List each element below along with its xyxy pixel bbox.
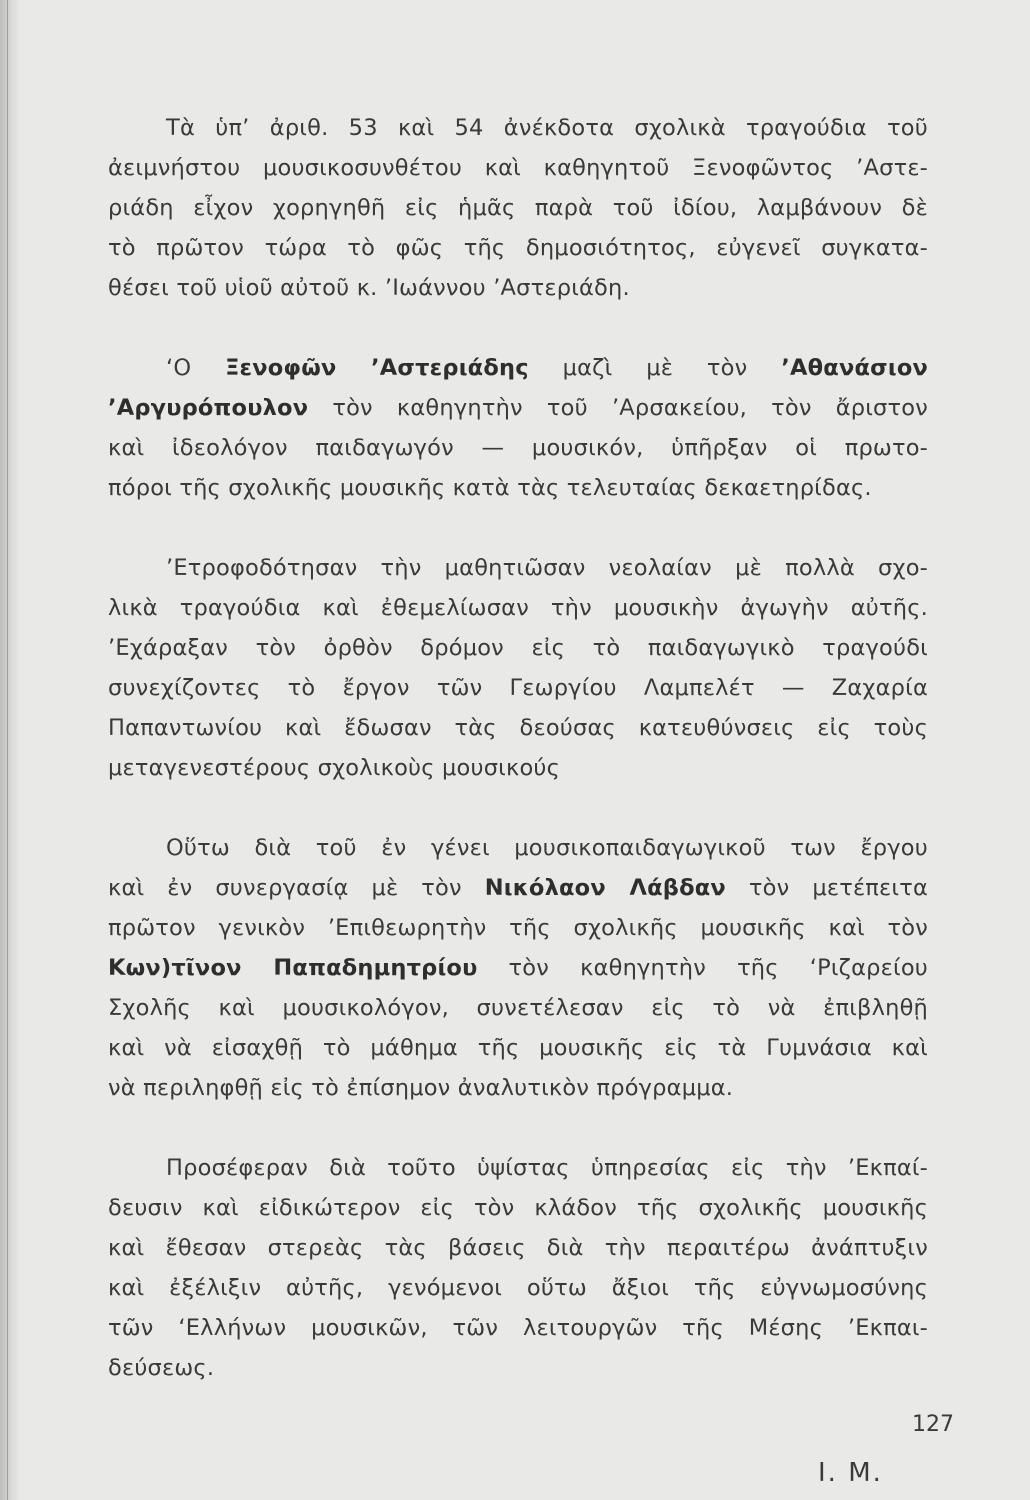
text-line bbox=[108, 468, 928, 508]
text-line: λικὰ τραγούδια καὶ ἐθεμελίωσαν τὴν μουσικὴν ἀγωγὴν αὐτῆς. bbox=[108, 595, 928, 621]
text-run: καὶ ἰδεολόγον παιδαγωγόν — μουσικόν, ὑπῆρξαν οἱ πρωτο- bbox=[108, 435, 928, 461]
document-body bbox=[108, 108, 928, 1428]
author-initials: Ι. Μ. bbox=[818, 1458, 883, 1488]
bold-name: Κων)τῖνον Παπαδημητρίου bbox=[108, 955, 478, 981]
text-line: Προσέφεραν διὰ τοῦτο ὑψίστας ὑπηρεσίας εἰς τὴν ’Εκπαί- bbox=[166, 1155, 928, 1181]
text-line: Τὰ ὑπ’ ἀριθ. 53 καὶ 54 ἀνέκδοτα σχολικὰ τραγούδια τοῦ bbox=[166, 115, 928, 141]
text-line bbox=[108, 828, 928, 868]
text-line: ’Εχάραξαν τὸν ὀρθὸν δρόμον εἰς τὸ παιδαγωγικὸ τραγούδι bbox=[108, 635, 928, 661]
text-line bbox=[108, 1028, 928, 1068]
text-line bbox=[108, 908, 928, 948]
text-run: τὸν μετέπειτα bbox=[725, 875, 929, 901]
page-binding-edge bbox=[0, 0, 20, 1500]
text-line: ἀειμνήστου μουσικοσυνθέτου καὶ καθηγητοῦ Ξενοφῶντος ’Αστε- bbox=[108, 155, 928, 181]
text-run: καὶ νὰ εἰσαχθῇ τὸ μάθημα τῆς μουσικῆς εἰς τὰ Γυμνάσια καὶ bbox=[108, 1035, 928, 1061]
text-line: τὸ πρῶτον τώρα τὸ φῶς τῆς δημοσιότητος, εὐγενεῖ συγκατα- bbox=[108, 235, 928, 261]
text-run: μαζὶ μὲ τὸν bbox=[528, 355, 782, 381]
text-line: τῶν ‘Ελλήνων μουσικῶν, τῶν λειτουργῶν τῆς Μέσης ’Εκπαι- bbox=[108, 1315, 928, 1341]
text-line bbox=[108, 868, 928, 908]
bold-name: ’Αθανάσιον bbox=[781, 355, 928, 381]
text-line bbox=[108, 348, 928, 388]
text-run: τὸν καθηγητὴν τῆς ‘Ριζαρείου bbox=[477, 955, 928, 981]
text-line: δευσιν καὶ εἰδικώτερον εἰς τὸν κλάδον τῆς σχολικῆς μουσικῆς bbox=[108, 1195, 928, 1221]
text-run: Σχολῆς καὶ μουσικολόγον, συνετέλεσαν εἰς τὸ νὰ ἐπιβληθῇ bbox=[108, 995, 928, 1021]
paragraph bbox=[108, 108, 928, 308]
text-line: δεύσεως. bbox=[108, 1355, 215, 1381]
text-line: καὶ ἔθεσαν στερεὰς τὰς βάσεις διὰ τὴν περαιτέρω ἀνάπτυξιν bbox=[108, 1235, 928, 1261]
text-run: ‘Ο bbox=[166, 355, 226, 381]
paragraph bbox=[108, 548, 928, 788]
text-run: πρῶτον γενικὸν ’Επιθεωρητὴν τῆς σχολικῆς μουσικῆς καὶ τὸν bbox=[108, 915, 928, 941]
text-line bbox=[108, 388, 928, 428]
bold-name: Νικόλαον Λάβδαν bbox=[484, 875, 726, 901]
paragraph bbox=[108, 828, 928, 1108]
bold-name: ’Αργυρόπουλον bbox=[108, 395, 309, 421]
paragraph bbox=[108, 348, 928, 508]
paragraph bbox=[108, 1148, 928, 1388]
text-line: μεταγενεστέρους σχολικοὺς μουσικούς bbox=[108, 755, 561, 781]
bold-name: Ξενοφῶν ’Αστεριάδης bbox=[225, 355, 529, 381]
text-line: Παπαντωνίου καὶ ἔδωσαν τὰς δεούσας κατευθύνσεις εἰς τοὺς bbox=[108, 715, 928, 741]
text-line bbox=[108, 1068, 928, 1108]
page-number: 127 bbox=[912, 1412, 954, 1437]
text-run: νὰ περιληφθῇ εἰς τὸ ἐπίσημον ἀναλυτικὸν πρόγραμμα. bbox=[108, 1075, 734, 1101]
text-line bbox=[108, 948, 928, 988]
text-line: θέσει τοῦ υἱοῦ αὐτοῦ κ. ’Ιωάννου ’Αστεριάδη. bbox=[108, 275, 630, 301]
text-run: Οὕτω διὰ τοῦ ἐν γένει μουσικοπαιδαγωγικοῦ των ἔργου bbox=[166, 835, 928, 861]
text-line: συνεχίζοντες τὸ ἔργον τῶν Γεωργίου Λαμπελέτ — Ζαχαρία bbox=[108, 675, 928, 701]
text-line: καὶ ἐξέλιξιν αὐτῆς, γενόμενοι οὕτω ἄξιοι τῆς εὐγνωμοσύνης bbox=[108, 1275, 928, 1301]
text-line: ’Ετροφοδότησαν τὴν μαθητιῶσαν νεολαίαν μὲ πολλὰ σχο- bbox=[166, 555, 928, 581]
text-line bbox=[108, 428, 928, 468]
text-run: πόροι τῆς σχολικῆς μουσικῆς κατὰ τὰς τελευταίας δεκαετηρίδας. bbox=[108, 475, 872, 501]
text-line: ριάδη εἶχον χορηγηθῆ εἰς ἡμᾶς παρὰ τοῦ ἰδίου, λαμβάνουν δὲ bbox=[108, 195, 928, 221]
text-run: καὶ ἐν συνεργασίᾳ μὲ τὸν bbox=[108, 875, 485, 901]
text-run: τὸν καθηγητὴν τοῦ ’Αρσακείου, τὸν ἄριστον bbox=[308, 395, 928, 421]
text-line bbox=[108, 988, 928, 1028]
